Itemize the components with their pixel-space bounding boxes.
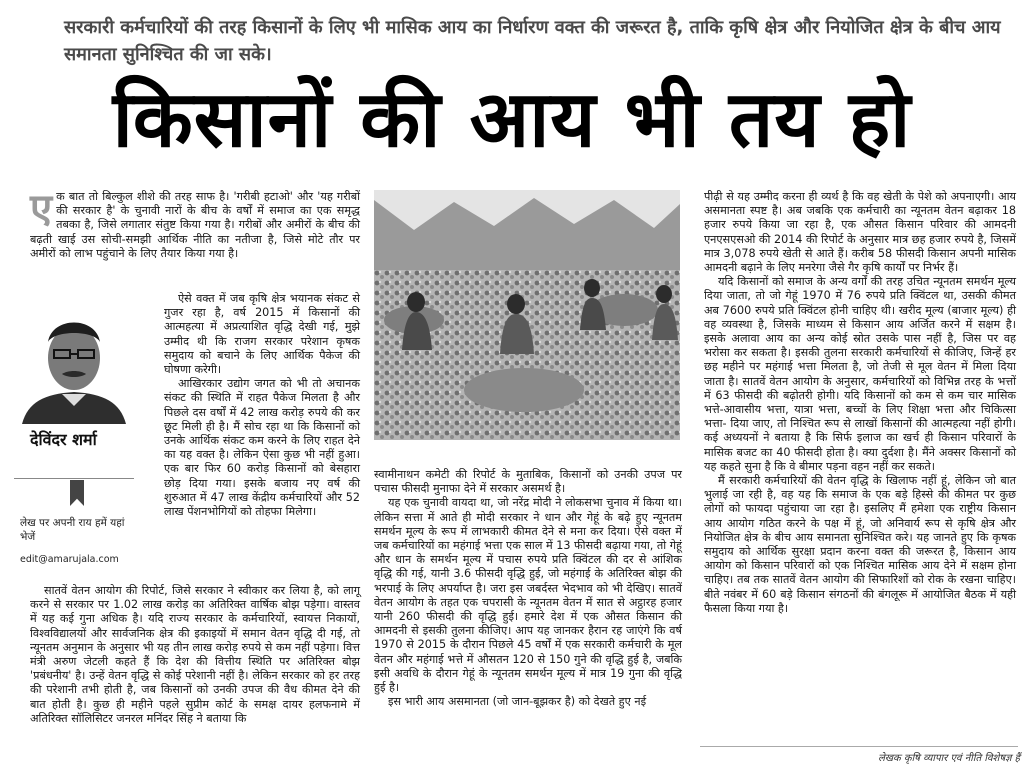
article-deck: सरकारी कर्मचारियों की तरह किसानों के लिए भी मासिक आय का निर्धारण वक्त की जरूरत है, ताकि कृषि क्षेत्र और नियोजित क्षेत्र के बीच आय समानता सुनिश्चित की जा सके।	[64, 17, 1001, 65]
paragraph: पीढ़ी से यह उम्मीद करना ही व्यर्थ है कि वह खेती के पेशे को अपनाएगी। आय असमानता स्पष्ट है। अब जबकि एक कर्मचारी का न्यूनतम वेतन बढ़ाकर 18 हजार रुपये किया जा रहा है, एक औसत किसान परिवार की आमदनी एनएसएसओ की 2014 की रिपोर्ट के अनुसार मात्र छह हजार रुपये है, जिसमें मात्र 3,078 रुपये खेती से आते हैं। करीब 58 फीसदी किसान अपनी मासिक आमदनी बढ़ाने के लिए मनरेगा जैसे गैर कृषि कार्यों पर निर्भर हैं।	[704, 190, 1016, 275]
author-byline: लेखक कृषि व्यापार एवं नीति विशेषज्ञ हैं	[878, 753, 1020, 764]
divider	[14, 478, 134, 479]
footer-divider	[700, 746, 1018, 747]
paragraph: इस भारी आय असमानता (जो जान-बूझकर है) को देखते हुए नई	[388, 695, 647, 709]
contact-email[interactable]: edit@amarujala.com	[20, 554, 119, 565]
paragraph: सातवें वेतन आयोग की रिपोर्ट, जिसे सरकार ने स्वीकार कर लिया है, को लागू करने से सरकार पर 1.02 लाख करोड़ का अतिरिक्त वार्षिक बोझ पड़ेगा। वास्तव में यह कई गुना अधिक है। यदि राज्य सरकार के कर्मचारियों, स्वायत्त निकायों, विश्वविद्यालयों और सार्वजनिक क्षेत्र की इकाइयों में समान वेतन वृद्धि दी गई, तो न्यूनतम अनुमान के अनुसार भी यह तीन लाख करोड़ रुपये से कम नहीं पड़ेगा। वित्त मंत्री अरुण जेटली कहते हैं कि देश की वित्तीय स्थिति पर अतिरिक्त बोझ 'प्रबंधनीय' है। उन्हें वेतन वृद्धि से कोई परेशानी नहीं है। लेकिन सरकार को हर तरह की परेशानी तभी होती है, जब किसानों को उनकी उपज की वैध कीमत देने की बात होती है। कुछ ही महीने पहले सुप्रीम कोर्ट के समक्ष दायर हलफनामे में अतिरिक्त सॉलिसिटर जनरल मनिंदर सिंह ने बताया कि	[30, 584, 360, 725]
article-headline: किसानों की आय भी तय हो	[112, 75, 912, 165]
paragraph: यह एक चुनावी वायदा था, जो नरेंद्र मोदी ने लोकसभा चुनाव में किया था। लेकिन सत्ता में आते ही मोदी सरकार ने धान और गेहूं के बढ़े हुए न्यूनतम समर्थन मूल्य के रूप में लाभकारी कीमत देने से मना कर दिया। ऐसे वक्त में जब कर्मचारियों का महंगाई भत्ता एक साल में 13 फीसदी बढ़ाया गया, तो गेहूं और धान के समर्थन मूल्य में पचास रुपये प्रति क्विंटल की दर से आंशिक वृद्धि की गई, यानी 3.6 फीसदी वृद्धि हुई, जो महंगाई के अतिरिक्त बोझ की भरपाई के लिए अपर्याप्त है। जरा इस जबर्दस्त भेदभाव को भी देखिए। सातवें वेतन आयोग के तहत एक चपरासी के न्यूनतम वेतन में सात से अट्ठारह हजार यानी 260 फीसदी की वृद्धि हुई। हमारे देश में एक औसत किसान की आमदनी से इसकी तुलना कीजिए। आप यह जानकर हैरान रह जाएंगे कि वर्ष 1970 से 2015 के दौरान पिछले 45 वर्षों में एक सरकारी कर्मचारी के मूल वेतन और महंगाई भत्ते में औसतन 120 से 150 गुने की वृद्धि हुई है, जबकि इसी अवधि के दौरान गेहूं के न्यूनतम समर्थन मूल्य में मात्र 19 गुना की वृद्धि हुई है।	[374, 496, 682, 695]
paragraph: यदि किसानों को समाज के अन्य वर्गों की तरह उचित न्यूनतम समर्थन मूल्य दिया जाता, तो जो गेहूं 1970 में 76 रुपये प्रति क्विंटल था, उसकी कीमत अब 7600 रुपये प्रति क्विंटल होनी चाहिए थी। खरीद मूल्य (बाजार मूल्य) ही वह व्यवस्था है, जिसके माध्यम से किसान आय अर्जित करने में सक्षम है। इसके अलावा आय का अन्य कोई स्रोत उसके पास नहीं है, जिस पर वह भरोसा कर सकता है। इसकी तुलना सरकारी कर्मचारियों से कीजिए, जिन्हें हर छह महीने पर महंगाई भत्ता मिलता है, जो तेजी से मूल वेतन में मिला दिया जाता है। सातवें वेतन आयोग के अनुसार, कर्मचारियों को विभिन्न तरह के भत्तों में 63 फीसदी की बढ़ोतरी होगी। यदि किसानों को कम से कम चार मासिक भत्ते-आवासीय भत्ता, यात्रा भत्ता, बच्चों के लिए शिक्षा भत्ता और चिकित्सा भत्ता- दिया जाए, तो निश्चित रूप से लाखों किसानों की आत्महत्या नहीं होगी। कई अध्ययनों ने बताया है कि सिर्फ इलाज का खर्च ही किसान परिवारों के मासिक बजट का 40 फीसदी होता है। क्या दुर्दशा है। मैंने अक्सर किसानों को यह कहते सुना है कि वे बीमार पड़ना वहन नहीं कर सकते।	[704, 275, 1016, 473]
contact-text: लेख पर अपनी राय हमें यहां भेजें	[20, 517, 125, 543]
column-1-right	[164, 292, 360, 519]
column-3	[704, 190, 1016, 616]
column-1-bottom	[30, 584, 360, 726]
paragraph: मैं सरकारी कर्मचारियों की वेतन वृद्धि के खिलाफ नहीं हूं, लेकिन जो बात भुलाई जा रही है, वह यह कि समाज के एक बड़े हिस्से की कीमत पर कुछ लोगों को फायदा पहुंचाया जा रहा है। इसलिए मैं हमेशा एक राष्ट्रीय किसान आय आयोग गठित करने के पक्ष में हूं, जो अनिवार्य रूप से कृषि क्षेत्र और नियोजित क्षेत्र के बीच आय समानता सुनिश्चित करे। यह जानते हुए कि कृषक समुदाय को आर्थिक सुरक्षा प्रदान करना वक्त की जरूरत है, किसान आय आयोग को किसान परिवारों को एक निश्चित मासिक आय देने में सक्षम होना चाहिए। तब तक सातवें वेतन आयोग की सिफारिशों को रोक के रखना चाहिए। बीते नवंबर में 60 बड़े किसान संगठनों की बंगलूरू में आयोजित बैठक में यही फैसला किया गया है।	[704, 474, 1016, 615]
paragraph: स्वामीनाथन कमेटी की रिपोर्ट के मुताबिक, किसानों को उनकी उपज पर पचास फीसदी मुनाफा देने में सरकार असमर्थ है।	[374, 468, 682, 496]
bookmark-icon	[70, 480, 84, 506]
paragraph: क बात तो बिल्कुल शीशे की तरह साफ है। 'गरीबी हटाओ' और 'यह गरीबों की सरकार है' के चुनावी नारों के बीच के वर्षों में समाज का एक समृद्ध तबका है, जिसे लगातार संतुष्ट किया गया है। गरीबों और अमीरों के बीच की बढ़ती खाई उस सोची-समझी आर्थिक नीति का नतीजा है, जिसे मोटे तौर पर अमीरों को लाभ पहुंचाने के लिए तैयार किया गया है।	[30, 190, 360, 260]
column-2	[374, 468, 682, 709]
author-name: देविंदर शर्मा	[30, 430, 97, 449]
author-photo	[14, 302, 134, 424]
column-1-top	[30, 186, 360, 261]
drop-cap: ए	[30, 186, 53, 232]
paragraph: ऐसे वक्त में जब कृषि क्षेत्र भयानक संकट से गुजर रहा है, वर्ष 2015 में किसानों की आत्महत्या में अप्रत्याशित वृद्धि देखी गई, मुझे उम्मीद थी कि राजग सरकार परेशान कृषक समुदाय को बचाने के लिए आर्थिक पैकेज की घोषणा करेगी।	[164, 292, 360, 377]
paragraph: आखिरकार उद्योग जगत को भी तो अचानक संकट की स्थिति में राहत पैकेज मिलता है और पिछले दस वर्षों में 42 लाख करोड़ रुपये की कर छूट मिली ही है। मैं सोच रहा था कि किसानों को उनके आर्थिक संकट कम करने के लिए राहत देने का यह वक्त है। लेकिन ऐसा कुछ भी नहीं हुआ। एक बार फिर 60 करोड़ किसानों को बेसहारा छोड़ दिया गया। इसके बजाय नए वर्ष की शुरुआत में 47 लाख केंद्रीय कर्मचारियों और 52 लाख पेंशनभोगियों को तोहफा मिलेगा।	[164, 377, 360, 519]
farmers-field-photo	[374, 190, 680, 440]
